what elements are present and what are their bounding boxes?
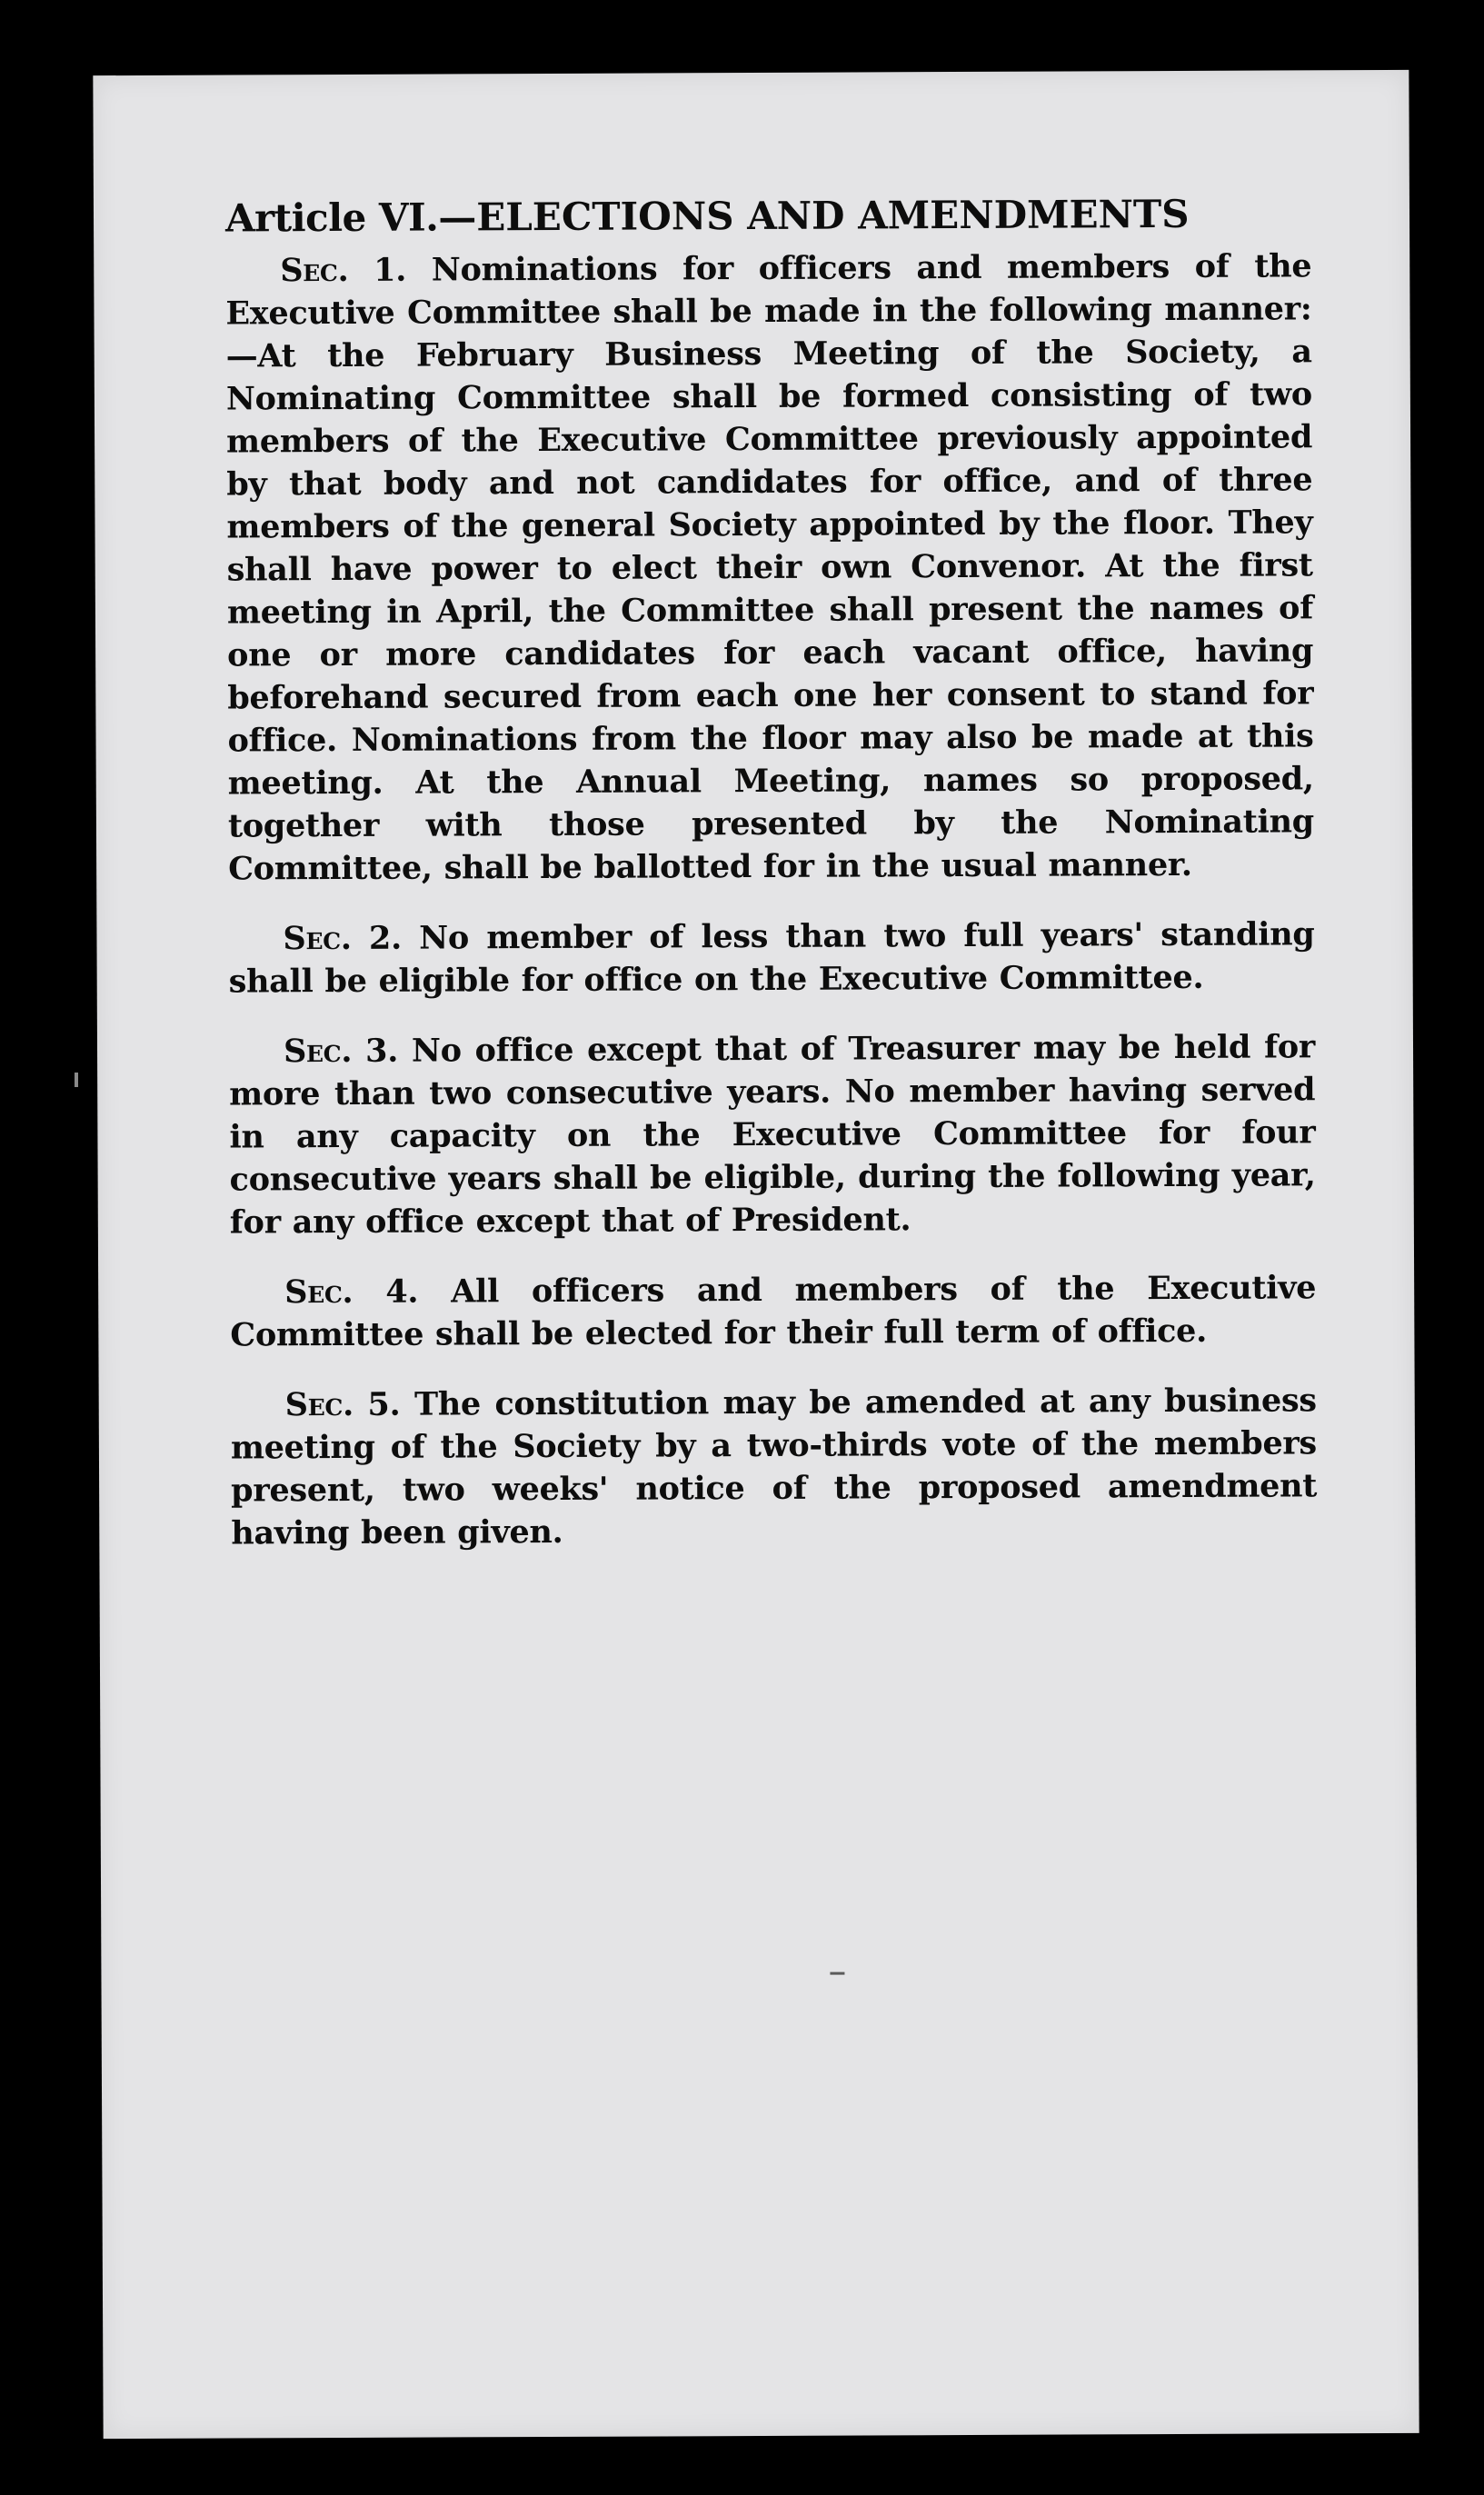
section-label: Sec. 5. — [284, 1385, 401, 1424]
article-title: —ELECTIONS AND AMENDMENTS — [438, 191, 1190, 240]
section-label: Sec. 1. — [280, 251, 407, 290]
section-text: Nominations for officers and members of the Executive Committee shall be made in the following manner:—At the February Business Meeting of the Society, a Nominating Committee shall be formed consisting of two members of the Executive Committee previously appointed by that body and not candidates for office, and of three members of the general Society appointed by the floor. They shall have power to elect their own Convenor. At the first meeting in April, the Committee shall present the names of one or more candidates for each vacant office, having beforehand secured from each one her consent to stand for office. Nominations from the floor may also be made at this meeting. At the Annual Meeting, names so proposed, together with those presented by the Nominating Committee, shall be ballotted for in the usual manner. — [225, 247, 1315, 888]
section-text: The constitution may be amended at any business meeting of the Society by a two-thirds vote of the members present, two weeks' notice of the proposed amendment having been given. — [230, 1382, 1318, 1552]
section-text: No office except that of Treasurer may be held for more than two consecutive years. No member having served in any capacity on the Executive Committee for four consecutive years shall be eligible, during the following year, for any office except that of President. — [229, 1028, 1316, 1242]
document-body — [225, 188, 1318, 1582]
article-heading — [225, 188, 1311, 244]
section-label: Sec. 2. — [283, 919, 403, 958]
margin-speck-mark — [75, 1073, 78, 1087]
article-label: Article VI. — [224, 195, 439, 241]
section-1 — [225, 245, 1314, 890]
ink-dash-mark — [830, 1972, 844, 1975]
document-page — [93, 70, 1419, 2439]
section-text: All officers and members of the Executive Committee shall be elected for their full term of office. — [230, 1269, 1317, 1354]
section-3 — [229, 1025, 1316, 1243]
section-2 — [228, 913, 1314, 1003]
section-label: Sec. 4. — [284, 1272, 419, 1312]
section-label: Sec. 3. — [283, 1032, 399, 1071]
section-4 — [230, 1266, 1316, 1356]
section-text: No member of less than two full years' standing shall be eligible for office on the Executive Committee. — [228, 915, 1315, 1001]
section-5 — [231, 1379, 1318, 1554]
